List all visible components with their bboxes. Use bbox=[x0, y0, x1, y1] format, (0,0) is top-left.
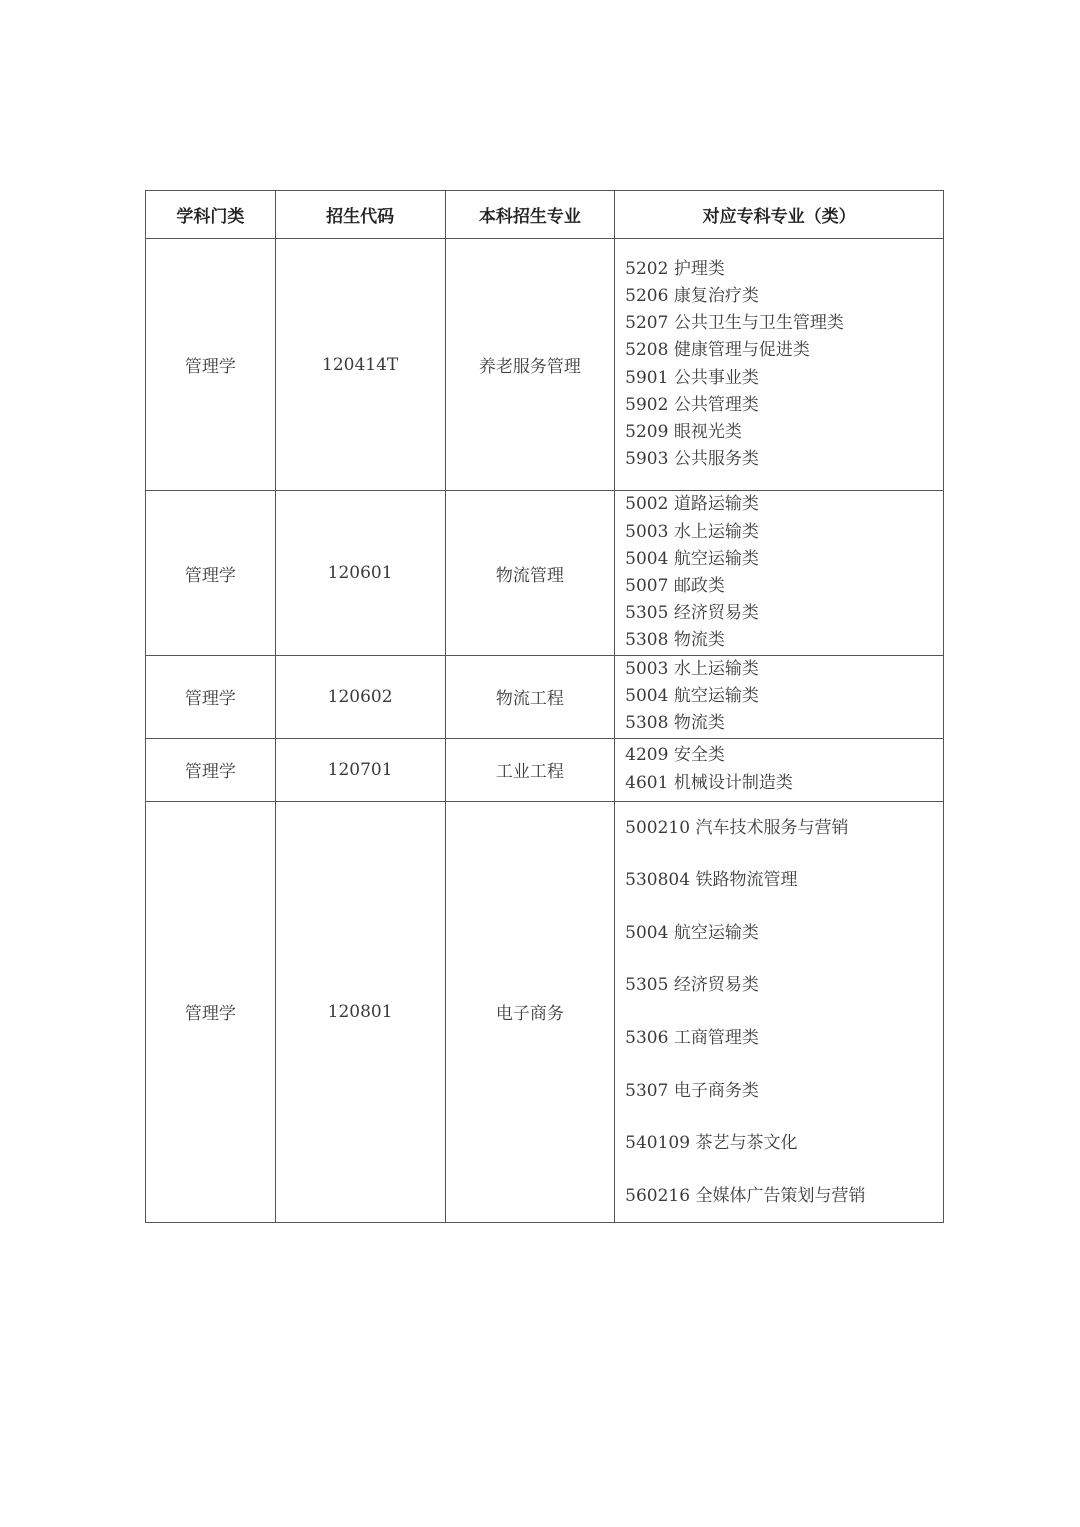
related-major-item: 5308 物流类 bbox=[625, 713, 725, 734]
related-major-item: 5004 航空运输类 bbox=[625, 922, 759, 943]
header-major: 本科招生专业 bbox=[445, 191, 615, 239]
related-major-item: 5003 水上运输类 bbox=[625, 521, 759, 542]
related-major-item: 5202 护理类 bbox=[625, 258, 725, 279]
cell-related bbox=[615, 239, 944, 491]
cell-related bbox=[615, 801, 944, 1223]
header-related: 对应专科专业（类） bbox=[615, 191, 944, 239]
cell-related bbox=[615, 656, 944, 739]
related-major-item: 5901 公共事业类 bbox=[625, 367, 759, 388]
cell-major: 养老服务管理 bbox=[445, 239, 615, 491]
cell-code: 120701 bbox=[275, 738, 445, 801]
related-major-item: 5004 航空运输类 bbox=[625, 548, 759, 569]
related-major-item: 4601 机械设计制造类 bbox=[625, 772, 793, 793]
cell-code: 120601 bbox=[275, 491, 445, 656]
related-major-item: 560216 全媒体广告策划与营销 bbox=[625, 1185, 866, 1206]
related-major-item: 5307 电子商务类 bbox=[625, 1080, 759, 1101]
cell-category: 管理学 bbox=[146, 656, 276, 739]
related-major-item: 5002 道路运输类 bbox=[625, 494, 759, 515]
related-major-item: 4209 安全类 bbox=[625, 745, 725, 766]
header-row bbox=[146, 191, 944, 239]
header-code: 招生代码 bbox=[275, 191, 445, 239]
cell-major: 物流管理 bbox=[445, 491, 615, 656]
table-row bbox=[146, 656, 944, 739]
related-major-item: 5305 经济贸易类 bbox=[625, 975, 759, 996]
table-row bbox=[146, 801, 944, 1223]
related-major-item: 5004 航空运输类 bbox=[625, 686, 759, 707]
cell-category: 管理学 bbox=[146, 738, 276, 801]
cell-major: 物流工程 bbox=[445, 656, 615, 739]
table-row bbox=[146, 738, 944, 801]
related-major-item: 5207 公共卫生与卫生管理类 bbox=[625, 313, 844, 334]
cell-category: 管理学 bbox=[146, 239, 276, 491]
related-major-item: 540109 茶艺与茶文化 bbox=[625, 1133, 798, 1154]
related-major-item: 5007 邮政类 bbox=[625, 576, 725, 596]
related-major-item: 5305 经济贸易类 bbox=[625, 603, 759, 624]
major-mapping-table bbox=[145, 190, 944, 1223]
related-major-item: 500210 汽车技术服务与营销 bbox=[625, 817, 849, 838]
cell-related bbox=[615, 491, 944, 656]
related-major-item: 5902 公共管理类 bbox=[625, 394, 759, 415]
header-category: 学科门类 bbox=[146, 191, 276, 239]
related-major-item: 530804 铁路物流管理 bbox=[625, 870, 798, 891]
cell-code: 120801 bbox=[275, 801, 445, 1223]
cell-category: 管理学 bbox=[146, 801, 276, 1223]
table-row bbox=[146, 491, 944, 656]
cell-code: 120602 bbox=[275, 656, 445, 739]
cell-related bbox=[615, 738, 944, 801]
related-major-item: 5208 健康管理与促进类 bbox=[625, 340, 810, 361]
related-major-item: 5003 水上运输类 bbox=[625, 659, 759, 679]
related-major-item: 5306 工商管理类 bbox=[625, 1027, 759, 1048]
related-major-item: 5308 物流类 bbox=[625, 630, 725, 651]
cell-major: 电子商务 bbox=[445, 801, 615, 1223]
related-major-item: 5209 眼视光类 bbox=[625, 421, 742, 442]
related-major-item: 5903 公共服务类 bbox=[625, 449, 759, 470]
cell-major: 工业工程 bbox=[445, 738, 615, 801]
table-row bbox=[146, 239, 944, 491]
related-major-item: 5206 康复治疗类 bbox=[625, 285, 759, 306]
cell-category: 管理学 bbox=[146, 491, 276, 656]
cell-code: 120414T bbox=[275, 239, 445, 491]
